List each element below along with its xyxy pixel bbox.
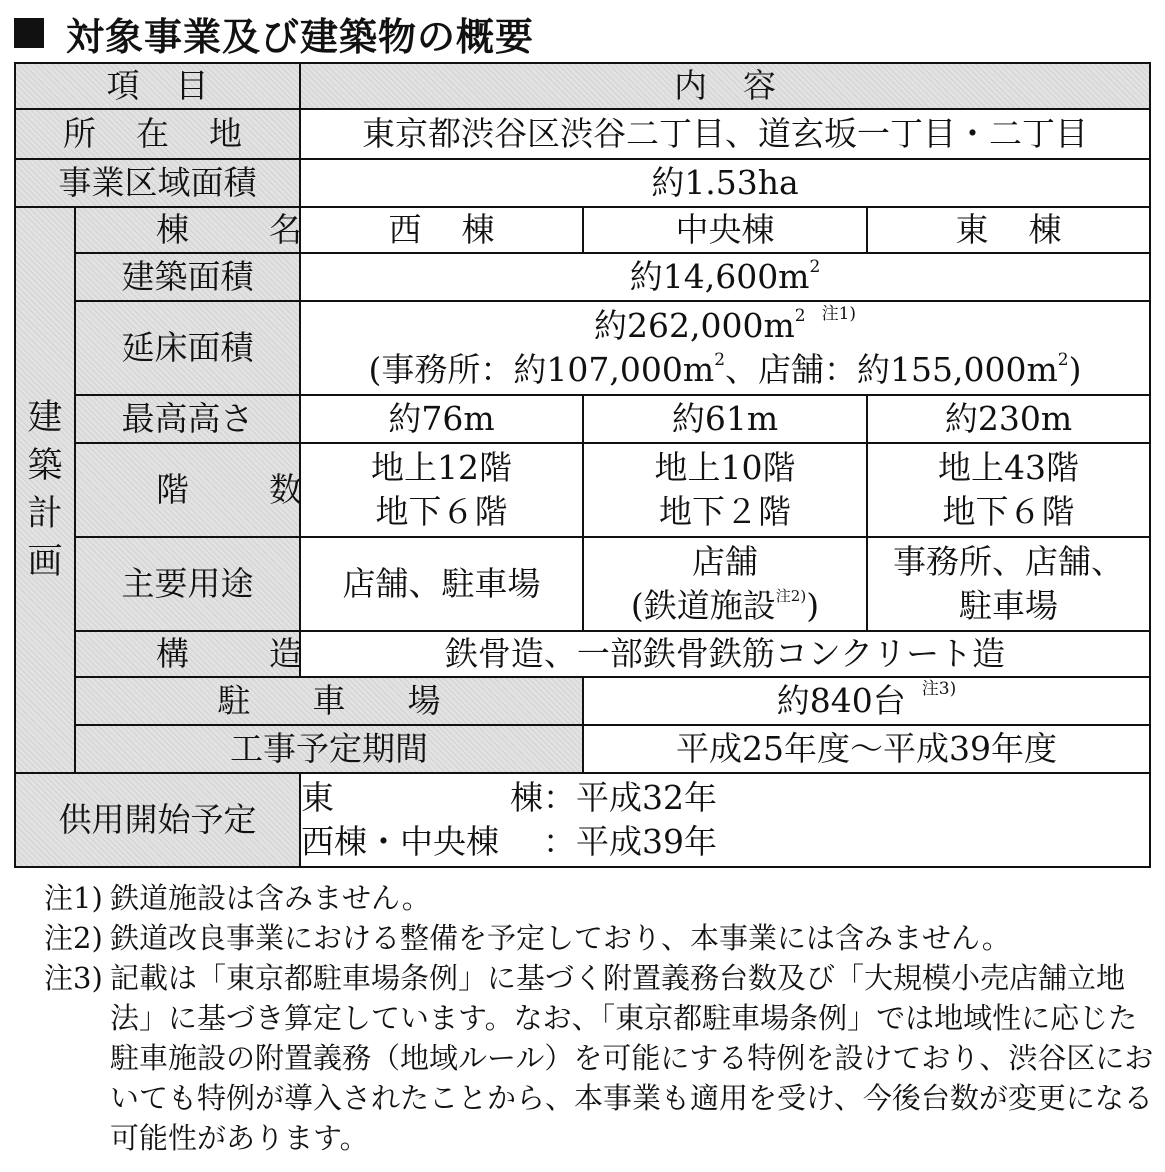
plan-label-vertical (16, 394, 74, 586)
building-name-label: 棟名 (75, 207, 300, 253)
building-name-east: 東棟 (867, 207, 1150, 253)
building-name-row (15, 207, 1150, 253)
note-ref-1: 注1) (821, 304, 857, 324)
overview-table (14, 62, 1151, 868)
period-row (15, 725, 1150, 773)
height-east: 約230m (867, 395, 1150, 443)
parking-value: 約840台 $^{注3)}$ (583, 677, 1150, 725)
plan-label-char: 計 (27, 494, 63, 534)
location-row (15, 109, 1150, 159)
floors-center: 地上10階 地下２階 (583, 443, 867, 537)
parking-label: 駐車場 (75, 677, 583, 725)
parking-row (15, 677, 1150, 725)
floor-area-label: 延床面積 (75, 301, 300, 395)
opening-east-label-char: 東 (301, 778, 334, 817)
plan-label-char: 画 (27, 542, 63, 582)
structure-value: 鉄骨造、一部鉄骨鉄筋コンクリート造 (300, 631, 1150, 677)
note-ref-3: 注3) (921, 679, 957, 699)
area-row (15, 159, 1150, 207)
use-west: 店舗、駐車場 (300, 537, 583, 631)
period-label: 工事予定期間 (75, 725, 583, 773)
title-text: 対象事業及び建築物の概要 (66, 14, 535, 59)
header-row (15, 63, 1150, 109)
height-row (15, 395, 1150, 443)
use-row (15, 537, 1150, 631)
use-center: 店舗 (鉄道施設$^{注2)}$) (583, 537, 867, 631)
note-ref-2: 注2) (775, 587, 807, 605)
floor-area-value: 約$262,000m^2$ $^{注1)}$ (事務所：約$107,000m^2$、店舗：約$155,000m^2$) (300, 301, 1150, 395)
height-label: 最高高さ (75, 395, 300, 443)
header-content: 内容 (300, 63, 1150, 109)
height-center: 約61m (583, 395, 867, 443)
plan-label (15, 207, 75, 773)
floor-area-row (15, 301, 1150, 395)
building-name-west: 西棟 (300, 207, 583, 253)
opening-east-label-char: 棟 (510, 778, 543, 817)
opening-value: 東 棟 ：平成32年 西棟・中央棟 ：平成39年 (300, 773, 1150, 867)
opening-label: 供用開始予定 (15, 773, 300, 867)
note-1: 注1) 鉄道施設は含みません。 (44, 881, 431, 915)
plan-label-char: 建 (27, 398, 63, 438)
building-area-row (15, 253, 1150, 301)
floors-label: 階数 (75, 443, 300, 537)
header-item: 項目 (15, 63, 300, 109)
opening-east-label (301, 776, 543, 820)
note-3: 注3) 記載は「東京都駐車場条例」に基づく附置義務台数及び「大規模小売店舗立地法」に基づき算定しています。なお、「東京都駐車場条例」では地域性に応じた駐車施設の附置義務（地域ルール）を可能にする特例を設けており、渋谷区においても特例が導入されたことから、本事業も適用を受け、今後台数が変更になる可能性があります。 (44, 961, 1154, 1155)
location-value: 東京都渋谷区渋谷二丁目、道玄坂一丁目・二丁目 (300, 109, 1150, 159)
building-name-center: 中央棟 (583, 207, 867, 253)
floors-row (15, 443, 1150, 537)
area-value: 約1.53ha (300, 159, 1150, 207)
section-title (8, 8, 534, 58)
square-bullet-icon (14, 18, 44, 48)
height-west: 約76m (300, 395, 583, 443)
floors-west: 地上12階 地下６階 (300, 443, 583, 537)
structure-row (15, 631, 1150, 677)
opening-wc-label: 西棟・中央棟 (301, 822, 499, 861)
plan-label-char: 築 (27, 446, 63, 486)
building-area-value: 約$14,600m^2$ (300, 253, 1150, 301)
period-value: 平成25年度〜平成39年度 (583, 725, 1150, 773)
note-2: 注2) 鉄道改良事業における整備を予定しており、本事業には含みません。 (44, 921, 1011, 955)
use-label: 主要用途 (75, 537, 300, 631)
area-label: 事業区域面積 (15, 159, 300, 207)
location-label: 所在地 (15, 109, 300, 159)
structure-label: 構造 (75, 631, 300, 677)
use-east: 事務所、店舗、 駐車場 (867, 537, 1150, 631)
floors-east: 地上43階 地下６階 (867, 443, 1150, 537)
building-area-label: 建築面積 (75, 253, 300, 301)
opening-row (15, 773, 1150, 867)
notes (44, 878, 1154, 1158)
